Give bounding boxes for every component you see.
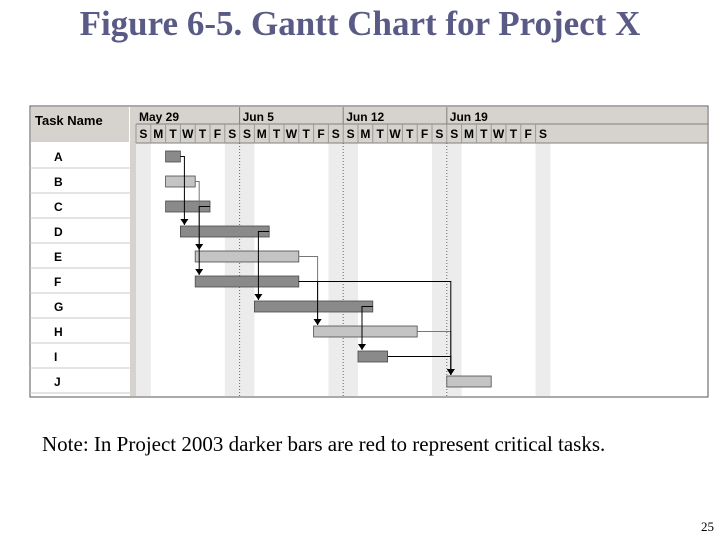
day-letter: W	[285, 127, 298, 141]
task-name: H	[54, 325, 63, 339]
nonworking-day-shade	[536, 143, 551, 396]
day-letter: W	[389, 127, 401, 141]
task-bar	[180, 226, 269, 237]
task-name: A	[54, 150, 63, 164]
day-letter: T	[302, 127, 310, 141]
day-letter: M	[464, 127, 474, 141]
task-bar	[166, 151, 181, 162]
day-letter: T	[480, 127, 488, 141]
day-letter: W	[492, 127, 505, 141]
nonworking-day-shade	[343, 143, 358, 396]
week-label: Jun 5	[242, 110, 274, 124]
day-letter: F	[524, 127, 532, 141]
nonworking-day-shade	[136, 143, 151, 396]
task-name: J	[54, 375, 61, 389]
split-divider	[130, 107, 136, 396]
day-letter: S	[139, 127, 148, 141]
slide-note: Note: In Project 2003 darker bars are red to represent critical tasks.	[42, 432, 606, 456]
task-name: B	[54, 175, 63, 189]
day-letter: M	[360, 127, 371, 141]
task-bar	[254, 301, 372, 312]
week-label: Jun 19	[449, 110, 488, 124]
day-letter: S	[538, 127, 548, 141]
page-number: 25	[701, 519, 714, 534]
day-letter: F	[317, 127, 325, 141]
day-letter: T	[272, 127, 281, 141]
task-bar	[358, 351, 388, 362]
nonworking-day-shade	[328, 143, 343, 396]
task-name: C	[54, 200, 63, 214]
day-letter: S	[435, 127, 444, 141]
nonworking-day-shade	[240, 143, 255, 396]
nonworking-day-shade	[447, 143, 462, 396]
day-letter: S	[450, 127, 459, 141]
task-name: E	[54, 250, 63, 264]
day-letter: T	[406, 127, 414, 141]
task-name-column-header: Task Name	[35, 113, 103, 128]
task-bar	[195, 276, 299, 287]
day-letter: M	[153, 127, 164, 141]
day-letter: T	[509, 127, 518, 141]
nonworking-day-shade	[225, 143, 240, 396]
task-bar	[195, 251, 299, 262]
task-name: G	[54, 300, 64, 314]
nonworking-day-shade	[432, 143, 447, 396]
week-label: Jun 12	[346, 110, 385, 124]
task-bar	[447, 376, 491, 387]
day-letter: M	[256, 127, 267, 141]
day-letter: F	[213, 127, 222, 141]
day-letter: S	[346, 127, 355, 141]
task-name: I	[54, 350, 58, 364]
day-letter: S	[331, 127, 340, 141]
task-bar	[314, 326, 418, 337]
day-letter: T	[376, 127, 384, 141]
task-name: F	[54, 275, 62, 289]
day-letter: S	[228, 127, 237, 141]
task-bar	[166, 176, 196, 187]
day-letter: S	[242, 127, 252, 141]
day-letter: F	[420, 127, 429, 141]
day-letter: T	[169, 127, 177, 141]
day-letter: T	[198, 127, 207, 141]
task-name: D	[54, 225, 63, 239]
week-label: May 29	[139, 110, 180, 124]
slide-title: Figure 6-5. Gantt Chart for Project X	[79, 4, 641, 43]
day-letter: W	[182, 127, 194, 141]
